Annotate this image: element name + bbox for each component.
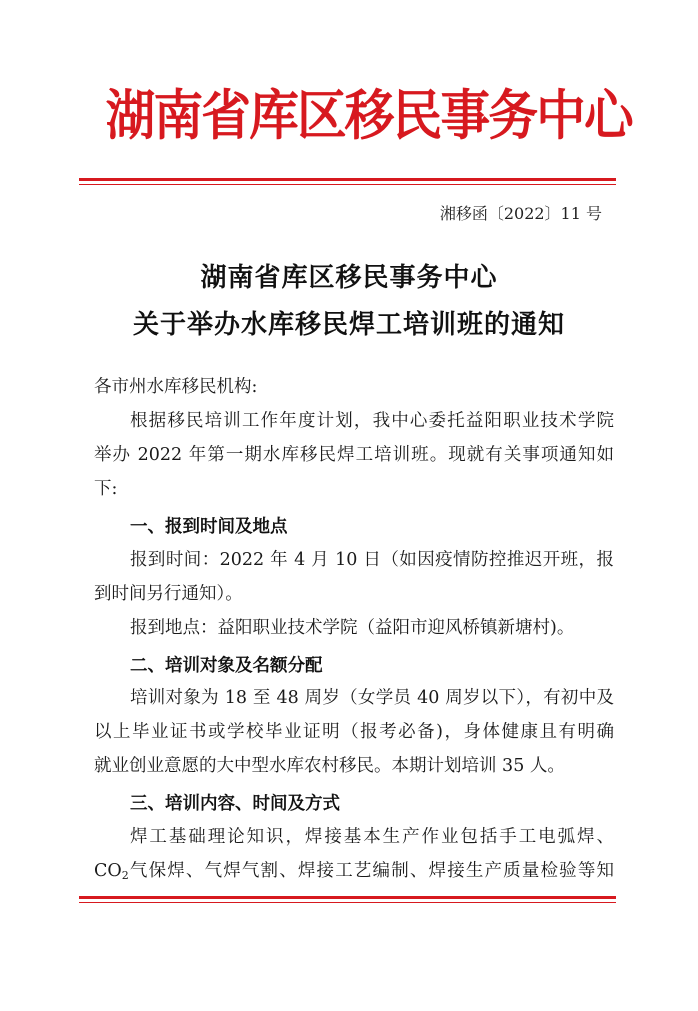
header-red-rule-thin: [79, 184, 616, 185]
s1-place-line: 报到地点：益阳职业技术学院（益阳市迎风桥镇新塘村)。: [130, 618, 575, 638]
salutation: 各市州水库移民机构:: [94, 377, 258, 397]
intro-line-2: 举办 2022 年第一期水库移民焊工培训班。现就有关事项通知如: [94, 445, 614, 465]
section1-heading: 一、报到时间及地点: [130, 517, 288, 537]
notice-title-line2: 关于举办水库移民焊工培训班的通知: [132, 310, 565, 340]
header-red-rule-thick: [79, 178, 616, 181]
footer-red-rule-thin: [79, 902, 616, 903]
s3-line-2-rest: 气保焊、气焊气割、焊接工艺编制、焊接生产质量检验等知: [128, 861, 614, 881]
s3-line-2: [94, 854, 614, 893]
s2-line-1: 培训对象为 18 至 48 周岁（女学员 40 周岁以下），有初中及: [130, 688, 614, 708]
notice-title-line1: 湖南省库区移民事务中心: [200, 263, 498, 293]
section3-heading: 三、培训内容、时间及方式: [130, 794, 340, 814]
org-header-title: 湖南省库区移民事务中心: [105, 83, 632, 147]
s1-time-line-2: 到时间另行通知）。: [94, 584, 243, 604]
intro-line-1: 根据移民培训工作年度计划，我中心委托益阳职业技术学院: [130, 411, 614, 431]
section2-heading: 二、培训对象及名额分配: [130, 656, 323, 676]
s2-line-3: 就业创业意愿的大中型水库农村移民。本期计划培训 35 人。: [94, 756, 565, 776]
s3-line-1: 焊工基础理论知识，焊接基本生产作业包括手工电弧焊、: [130, 827, 614, 847]
document-number: 湘移函〔2022〕11 号: [439, 204, 602, 223]
intro-line-3: 下:: [94, 479, 118, 499]
footer-red-rule-thick: [79, 896, 616, 899]
s2-line-2: 以上毕业证书或学校毕业证明（报考必备)，身体健康且有明确: [94, 722, 614, 742]
co2-prefix: CO: [94, 861, 122, 881]
co2-subscript: 2: [121, 869, 129, 882]
s1-time-line-1: 报到时间：2022 年 4 月 10 日（如因疫情防控推迟开班，报: [130, 550, 614, 570]
